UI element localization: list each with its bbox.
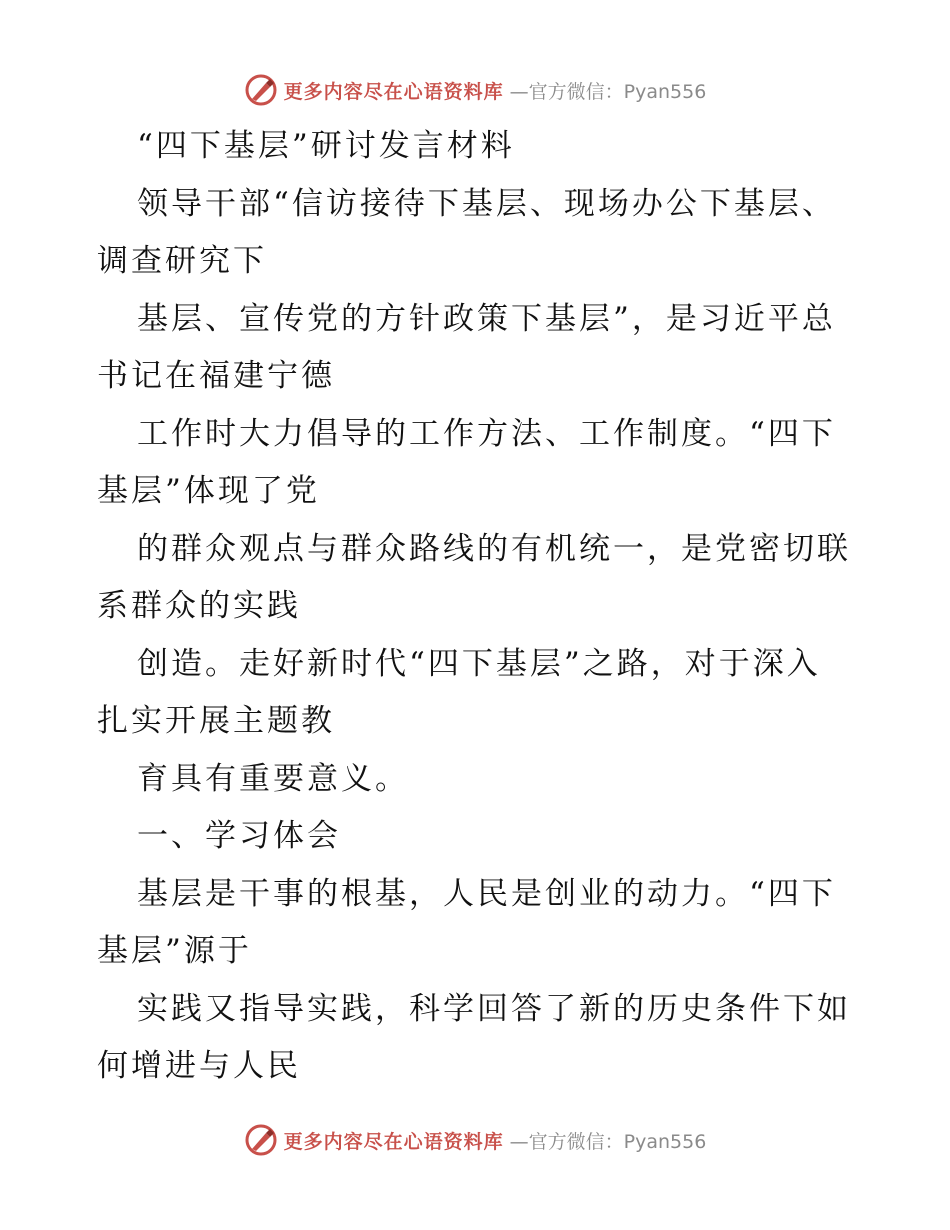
text-line: 创造。走好新时代“四下基层”之路，对于深入	[137, 645, 821, 682]
text-line: 领导干部“信访接待下基层、现场办公下基层、	[137, 185, 836, 222]
pen-logo-icon	[244, 73, 278, 107]
text-line: 实践又指导实践，科学回答了新的历史条件下如	[137, 990, 851, 1027]
pen-logo-icon	[244, 1123, 278, 1157]
text-line: 基层是干事的根基，人民是创业的动力。“四下	[137, 875, 836, 912]
banner-red-text: 更多内容尽在心语资料库	[283, 1130, 504, 1153]
banner-gray-text: —官方微信：Pyan556	[509, 1130, 707, 1153]
text-line: 书记在福建宁德	[97, 358, 335, 394]
banner-red-text: 更多内容尽在心语资料库	[283, 80, 504, 103]
section-heading: 一、学习体会	[137, 818, 341, 854]
text-line: 育具有重要意义。	[137, 760, 409, 797]
text-line: 基层、宣传党的方针政策下基层”，是习近平总	[137, 300, 836, 337]
document-body	[97, 118, 857, 1096]
text-line: 基层”体现了党	[97, 473, 320, 509]
text-line: 的群众观点与群众路线的有机统一，是党密切联	[137, 530, 851, 567]
text-line: 系群众的实践	[97, 588, 301, 624]
text-line: 工作时大力倡导的工作方法、工作制度。“四下	[137, 415, 836, 452]
text-line: 基层”源于	[97, 933, 252, 969]
doc-title: “四下基层”研讨发言材料	[137, 128, 515, 164]
text-line: 扎实开展主题教	[97, 703, 335, 739]
footer-watermark-banner	[0, 1120, 950, 1160]
text-line: 调查研究下	[97, 243, 267, 279]
banner-gray-text: —官方微信：Pyan556	[509, 80, 707, 103]
text-line: 何增进与人民	[97, 1048, 301, 1084]
header-watermark-banner	[0, 70, 950, 110]
